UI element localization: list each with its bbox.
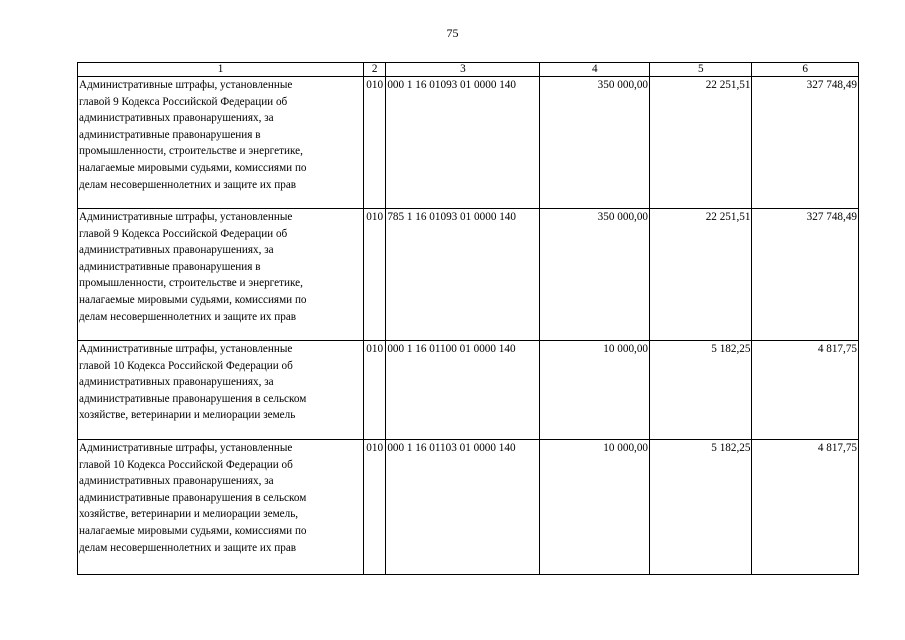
name-line: Административные штрафы, установленные [79, 211, 293, 223]
executed-amount-cell: 5 182,25 [650, 440, 752, 575]
name-line: административных правонарушениях, за [79, 475, 274, 488]
name-line: административные правонарушения в сельском [79, 392, 307, 405]
header-row [78, 63, 859, 77]
column-header-5: 5 [650, 63, 752, 77]
name-line: административных правонарушениях, за [79, 112, 274, 125]
row-code-cell: 010 [364, 341, 386, 440]
unexecuted-amount-cell: 4 817,75 [752, 341, 859, 440]
name-line: административных правонарушениях, за [79, 244, 274, 257]
name-line: главой 10 Кодекса Российской Федерации об [79, 359, 293, 372]
name-line: главой 10 Кодекса Российской Федерации об [79, 458, 293, 471]
name-line: налагаемые мировыми судьями, комиссиями по [79, 524, 307, 537]
classification-code-cell: 000 1 16 01103 01 0000 140 [386, 440, 540, 575]
name-line: налагаемые мировыми судьями, комиссиями по [79, 161, 307, 174]
page-number: 75 [446, 26, 459, 40]
unexecuted-amount-cell: 327 748,49 [752, 77, 859, 209]
name-line: промышленности, строительстве и энергетике, [79, 277, 303, 290]
name-line: административные правонарушения в [79, 260, 261, 273]
name-line: делам несовершеннолетних и защите их прав [79, 541, 297, 554]
name-line: Административные штрафы, установленные [79, 343, 293, 355]
classification-code-cell: 785 1 16 01093 01 0000 140 [386, 209, 540, 341]
row-code-cell: 010 [364, 77, 386, 209]
name-line: административных правонарушениях, за [79, 376, 274, 389]
name-line: делам несовершеннолетних и защите их прав [79, 178, 297, 191]
name-line: делам несовершеннолетних и защите их прав [79, 310, 297, 323]
row-code-cell: 010 [364, 209, 386, 341]
revenue-name-cell [78, 341, 364, 440]
unexecuted-amount-cell: 327 748,49 [752, 209, 859, 341]
column-header-2: 2 [364, 63, 386, 77]
classification-code-cell: 000 1 16 01100 01 0000 140 [386, 341, 540, 440]
name-line: главой 9 Кодекса Российской Федерации об [79, 95, 288, 108]
executed-amount-cell: 5 182,25 [650, 341, 752, 440]
classification-code-cell: 000 1 16 01093 01 0000 140 [386, 77, 540, 209]
approved-amount-cell: 10 000,00 [540, 440, 650, 575]
column-header-6: 6 [752, 63, 859, 77]
executed-amount-cell: 22 251,51 [650, 209, 752, 341]
row-code-cell: 010 [364, 440, 386, 575]
name-line: главой 9 Кодекса Российской Федерации об [79, 227, 288, 240]
column-header-3: 3 [386, 63, 540, 77]
executed-amount-cell: 22 251,51 [650, 77, 752, 209]
name-line: административные правонарушения в [79, 128, 261, 141]
budget-table [77, 62, 859, 575]
name-line: административные правонарушения в сельском [79, 491, 307, 504]
name-line: Административные штрафы, установленные [79, 79, 293, 91]
table-row [78, 209, 859, 341]
name-line: промышленности, строительстве и энергетике, [79, 145, 303, 158]
approved-amount-cell: 350 000,00 [540, 77, 650, 209]
unexecuted-amount-cell: 4 817,75 [752, 440, 859, 575]
table-row [78, 77, 859, 209]
name-line: хозяйстве, ветеринарии и мелиорации земель, [79, 508, 299, 521]
column-header-4: 4 [540, 63, 650, 77]
revenue-name-cell [78, 77, 364, 209]
table-row [78, 440, 859, 575]
name-line: Административные штрафы, установленные [79, 442, 293, 454]
table-row [78, 341, 859, 440]
approved-amount-cell: 10 000,00 [540, 341, 650, 440]
revenue-name-cell [78, 209, 364, 341]
approved-amount-cell: 350 000,00 [540, 209, 650, 341]
name-line: хозяйстве, ветеринарии и мелиорации земель [79, 409, 296, 422]
column-header-1: 1 [78, 63, 364, 77]
name-line: налагаемые мировыми судьями, комиссиями по [79, 293, 307, 306]
revenue-name-cell [78, 440, 364, 575]
